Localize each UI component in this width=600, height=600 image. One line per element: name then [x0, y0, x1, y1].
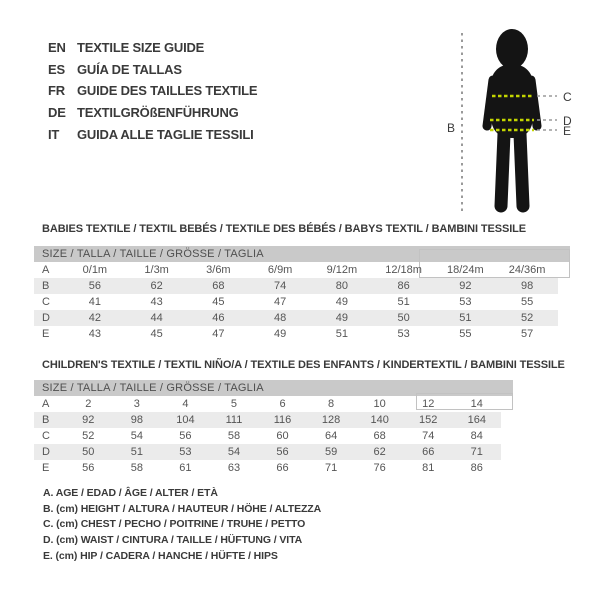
row-label: A	[42, 264, 50, 276]
size-cell: 51	[130, 446, 143, 458]
children-size-table	[34, 380, 513, 476]
size-cell: 80	[335, 280, 348, 292]
size-cell: 74	[274, 280, 287, 292]
size-cell: 51	[459, 312, 472, 324]
measurement-legend	[43, 486, 321, 564]
size-cell: 53	[397, 328, 410, 340]
size-row-D	[34, 444, 501, 460]
size-cell: 81	[422, 462, 435, 474]
row-label: B	[42, 280, 50, 292]
guide-title-es: GUÍA DE TALLAS	[77, 61, 182, 77]
legend-chest: C. (cm) CHEST / PECHO / POITRINE / TRUHE / PETTO	[43, 518, 306, 531]
size-cell: 0/1m	[82, 264, 108, 276]
size-cell: 51	[335, 328, 348, 340]
size-cell: 55	[521, 296, 534, 308]
row-label: E	[42, 328, 50, 340]
size-cell: 18/24m	[447, 264, 484, 276]
height-label-b: B	[447, 121, 456, 135]
child-silhouette	[487, 29, 537, 206]
size-cell: 98	[130, 414, 143, 426]
size-cell: 43	[88, 328, 101, 340]
size-cell: 14	[470, 398, 483, 410]
child-silhouette-diagram	[430, 16, 600, 222]
size-cell: 71	[324, 462, 338, 474]
size-cell: 152	[419, 414, 438, 426]
size-cell: 49	[335, 312, 348, 324]
size-cell: 140	[370, 414, 389, 426]
size-header-bar: SIZE / TALLA / TAILLE / GRÖSSE / TAGLIA	[34, 380, 513, 396]
size-cell: 24/36m	[508, 264, 546, 276]
lang-row-de	[48, 102, 257, 124]
size-cell: 2	[85, 398, 92, 410]
hip-label-e: E	[563, 124, 572, 138]
lang-code: DE	[48, 105, 66, 121]
size-cell: 58	[227, 430, 241, 442]
size-cell: 128	[321, 414, 341, 426]
size-cell: 63	[227, 462, 241, 474]
size-cell: 50	[397, 312, 410, 324]
size-cell: 54	[130, 430, 143, 442]
size-cell: 52	[82, 430, 95, 442]
size-cell: 6	[279, 398, 286, 410]
size-cell: 66	[422, 446, 435, 458]
lang-code: FR	[48, 83, 65, 99]
size-cell: 98	[521, 280, 534, 292]
children-table-rows	[34, 396, 513, 476]
size-cell: 64	[324, 430, 338, 442]
size-cell: 164	[467, 414, 486, 426]
size-row-B	[34, 412, 501, 428]
size-cell: 47	[274, 296, 287, 308]
size-cell: 68	[212, 280, 225, 292]
size-cell: 74	[422, 430, 435, 442]
waist-label-d: D	[563, 114, 572, 128]
size-row-C	[34, 294, 558, 310]
size-row-E	[34, 460, 501, 476]
size-cell: 58	[130, 462, 143, 474]
size-cell: 42	[88, 312, 101, 324]
size-cell: 60	[276, 430, 289, 442]
babies-table-rows	[34, 262, 570, 342]
size-row-B	[34, 278, 558, 294]
guide-title-de: TEXTILGRÖßENFÜHRUNG	[77, 105, 239, 121]
size-cell: 53	[179, 446, 192, 458]
guide-title-en: TEXTILE SIZE GUIDE	[77, 40, 205, 56]
language-title-list	[48, 37, 257, 145]
babies-section-title: BABIES TEXTILE / TEXTIL BEBÉS / TEXTILE DES BÉBÉS / BABYS TEXTIL / BAMBINI TESSILE	[42, 223, 527, 235]
legend-hip: E. (cm) HIP / CADERA / HANCHE / HÜFTE / HIPS	[43, 549, 278, 562]
size-row-C	[34, 428, 501, 444]
size-cell: 116	[273, 414, 292, 426]
size-cell: 46	[212, 312, 225, 324]
lang-row-it	[48, 123, 257, 145]
size-cell: 111	[225, 414, 243, 426]
size-cell: 71	[470, 446, 483, 458]
size-cell: 53	[459, 296, 472, 308]
chest-label-c: C	[563, 90, 572, 104]
lang-code: IT	[48, 126, 60, 142]
size-cell: 52	[521, 312, 534, 324]
size-cell: 49	[274, 328, 287, 340]
size-cell: 12	[422, 398, 435, 410]
size-row-A	[34, 396, 501, 412]
size-cell: 86	[397, 280, 410, 292]
size-cell: 9/12m	[326, 264, 358, 276]
size-cell: 48	[274, 312, 287, 324]
size-cell: 55	[459, 328, 472, 340]
size-cell: 54	[227, 446, 241, 458]
size-cell: 43	[150, 296, 163, 308]
lang-row-en	[48, 37, 257, 59]
size-cell: 41	[88, 296, 101, 308]
size-cell: 1/3m	[144, 264, 169, 276]
babies-size-table	[34, 246, 570, 342]
row-label: C	[42, 296, 50, 308]
size-cell: 56	[179, 430, 192, 442]
row-label: D	[42, 312, 50, 324]
row-label: D	[42, 446, 50, 458]
size-cell: 4	[182, 398, 189, 410]
row-label: E	[42, 462, 50, 474]
size-cell: 45	[150, 328, 163, 340]
row-label: A	[42, 398, 50, 410]
size-cell: 45	[212, 296, 225, 308]
size-cell: 66	[276, 462, 289, 474]
size-cell: 92	[459, 280, 472, 292]
lang-code: EN	[48, 40, 66, 56]
size-row-D	[34, 310, 558, 326]
size-cell: 3/6m	[206, 264, 231, 276]
size-cell: 47	[212, 328, 225, 340]
size-cell: 104	[176, 414, 195, 426]
size-cell: 12/18m	[385, 264, 422, 276]
size-cell: 56	[82, 462, 95, 474]
size-cell: 50	[82, 446, 95, 458]
size-row-E	[34, 326, 558, 342]
legend-waist: D. (cm) WAIST / CINTURA / TAILLE / HÜFTUNG / VITA	[43, 534, 303, 547]
guide-title-fr: GUIDE DES TAILLES TEXTILE	[77, 83, 258, 99]
size-cell: 44	[150, 312, 163, 324]
size-cell: 3	[133, 398, 140, 410]
size-cell: 92	[82, 414, 95, 426]
size-cell: 5	[230, 398, 238, 410]
size-cell: 61	[179, 462, 192, 474]
size-cell: 56	[88, 280, 101, 292]
size-cell: 51	[397, 296, 410, 308]
row-label: C	[42, 430, 50, 442]
size-header-bar: SIZE / TALLA / TAILLE / GRÖSSE / TAGLIA	[34, 246, 570, 262]
lang-code: ES	[48, 61, 65, 77]
size-row-A	[34, 262, 558, 278]
size-cell: 59	[324, 446, 338, 458]
size-cell: 68	[373, 430, 386, 442]
children-section-title: CHILDREN'S TEXTILE / TEXTIL NIÑO/A / TEXTILE DES ENFANTS / KINDERTEXTIL / BAMBINI TESSILE	[42, 359, 565, 371]
size-cell: 8	[328, 398, 335, 410]
size-cell: 57	[521, 328, 534, 340]
size-cell: 10	[373, 398, 386, 410]
guide-title-it: GUIDA ALLE TAGLIE TESSILI	[77, 126, 254, 142]
size-cell: 62	[150, 280, 163, 292]
size-cell: 49	[335, 296, 348, 308]
measurement-figure	[430, 16, 600, 222]
size-cell: 86	[470, 462, 483, 474]
lang-row-es	[48, 59, 257, 81]
size-cell: 76	[373, 462, 386, 474]
legend-age: A. AGE / EDAD / ÂGE / ALTER / ETÀ	[43, 487, 218, 499]
legend-height: B. (cm) HEIGHT / ALTURA / HAUTEUR / HÖHE / ALTEZZA	[43, 502, 322, 515]
size-cell: 6/9m	[267, 264, 293, 276]
size-cell: 62	[373, 446, 386, 458]
lang-row-fr	[48, 80, 257, 102]
size-cell: 56	[276, 446, 289, 458]
row-label: B	[42, 414, 50, 426]
size-cell: 84	[470, 430, 483, 442]
